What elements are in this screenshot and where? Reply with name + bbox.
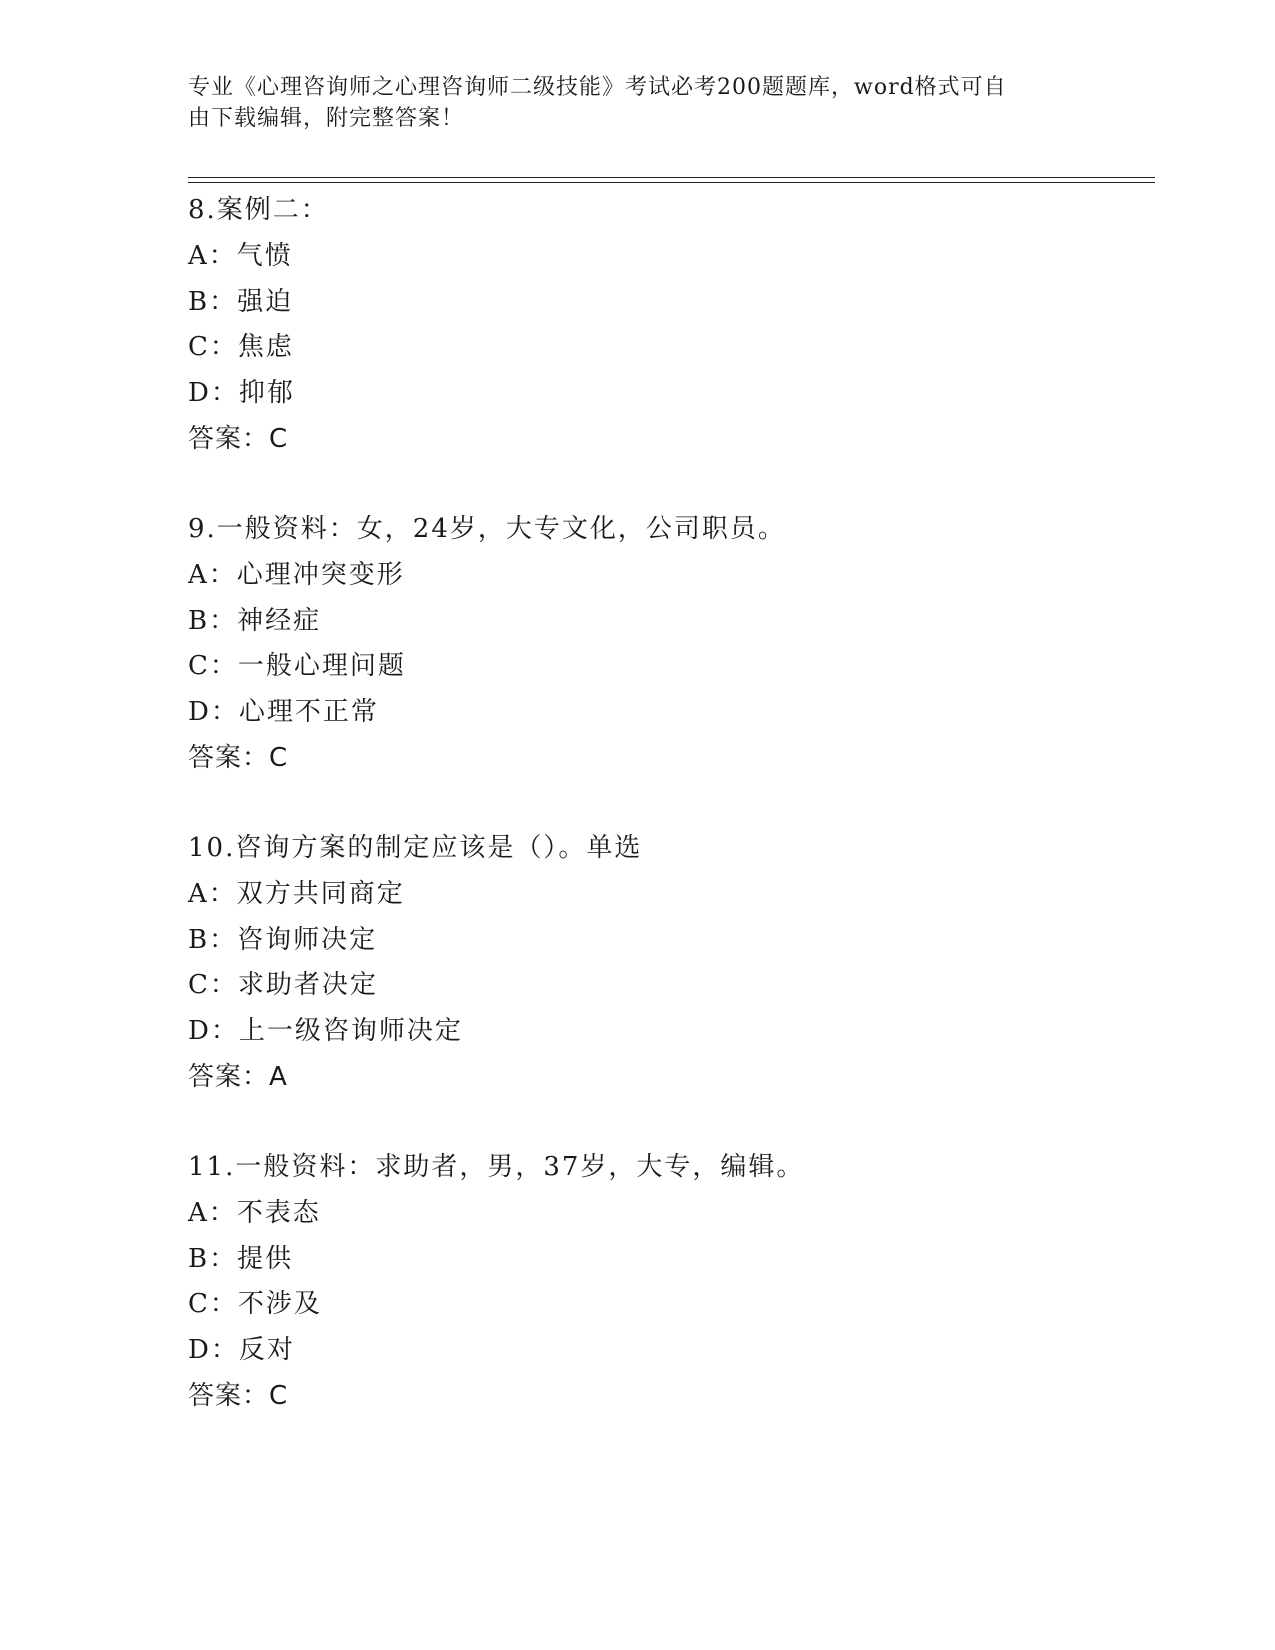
option-a: A：心理冲突变形 — [188, 559, 405, 590]
option-d: D：上一级咨询师决定 — [188, 1016, 463, 1047]
answer-line: 答案：C — [188, 742, 289, 773]
option-b: B：神经症 — [188, 605, 322, 636]
question-title: 10.咨询方案的制定应该是（）。单选 — [188, 833, 643, 863]
question-title: 8.案例二： — [188, 195, 329, 225]
header-line-1: 专业《心理咨询师之心理咨询师二级技能》考试必考200题题库，word格式可自 — [188, 75, 1007, 100]
answer-line: 答案：C — [188, 1380, 289, 1411]
question-title: 9.一般资料：女，24岁，大专文化，公司职员。 — [188, 514, 786, 544]
header-divider-top — [188, 177, 1155, 178]
document-header — [188, 72, 1068, 134]
option-c: C：一般心理问题 — [188, 651, 406, 682]
header-line-2: 由下载编辑，附完整答案！ — [188, 106, 465, 131]
option-a: A：气愤 — [188, 240, 293, 271]
option-a: A：双方共同商定 — [188, 878, 405, 909]
option-a: A：不表态 — [188, 1197, 321, 1228]
option-b: B：强迫 — [188, 286, 294, 317]
option-b: B：提供 — [188, 1243, 294, 1274]
option-d: D：反对 — [188, 1335, 295, 1366]
option-c: C：不涉及 — [188, 1289, 322, 1320]
answer-line: 答案：A — [188, 1061, 288, 1092]
header-divider-bottom — [188, 182, 1155, 183]
answer-line: 答案：C — [188, 423, 289, 454]
question-block — [188, 1145, 1148, 1420]
question-block — [188, 826, 1148, 1101]
option-d: D：抑郁 — [188, 378, 295, 409]
question-block — [188, 188, 1148, 463]
option-c: C：焦虑 — [188, 332, 294, 363]
option-c: C：求助者决定 — [188, 970, 378, 1001]
option-b: B：咨询师决定 — [188, 924, 378, 955]
question-title: 11.一般资料：求助者，男，37岁，大专，编辑。 — [188, 1152, 805, 1182]
option-d: D：心理不正常 — [188, 697, 379, 728]
question-block — [188, 507, 1148, 782]
